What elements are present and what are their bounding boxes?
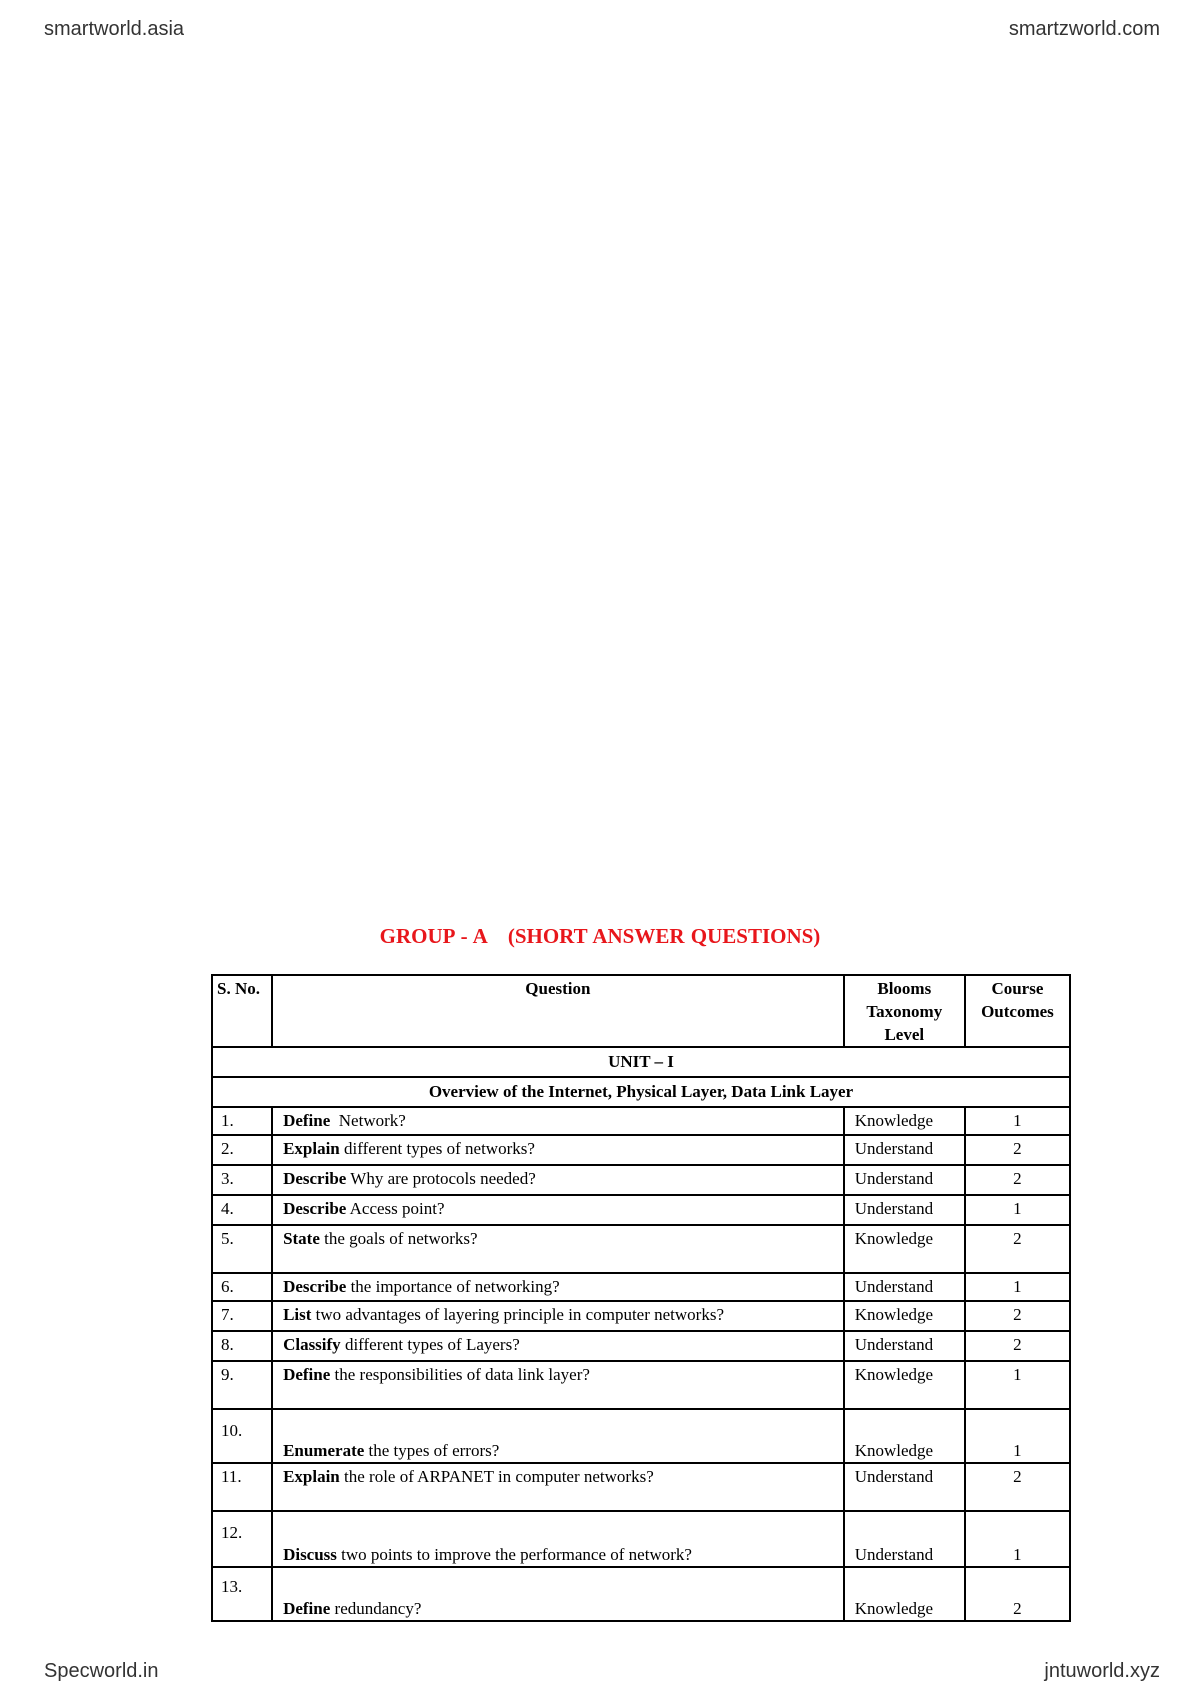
row-sno: 12.	[212, 1511, 272, 1567]
row-course-outcome: 1	[965, 1511, 1070, 1567]
row-sno: 11.	[212, 1463, 272, 1511]
table-row	[212, 1301, 1070, 1331]
header-blooms-line3: Level	[884, 1025, 925, 1044]
header-blooms	[844, 975, 965, 1047]
row-course-outcome: 2	[965, 1463, 1070, 1511]
header-blooms-line2: Taxonomy	[866, 1002, 943, 1021]
question-text: different types of Layers?	[340, 1335, 520, 1354]
header-co-line1: Course	[991, 979, 1044, 998]
table-row	[212, 1273, 1070, 1301]
table-row	[212, 1361, 1070, 1409]
row-question	[272, 1511, 844, 1567]
table-row	[212, 1225, 1070, 1273]
row-blooms-level: Understand	[844, 1273, 965, 1301]
row-blooms-level: Understand	[844, 1135, 965, 1165]
row-sno: 4.	[212, 1195, 272, 1225]
group-title-part1: GROUP - A	[379, 924, 488, 948]
row-blooms-level: Knowledge	[844, 1225, 965, 1273]
table-header-row	[212, 975, 1070, 1047]
question-verb: Define	[283, 1365, 331, 1384]
row-course-outcome: 1	[965, 1361, 1070, 1409]
header-blooms-line1: Blooms	[877, 979, 932, 998]
row-sno: 2.	[212, 1135, 272, 1165]
row-course-outcome: 1	[965, 1273, 1070, 1301]
question-verb: Classify	[283, 1335, 341, 1354]
row-sno: 6.	[212, 1273, 272, 1301]
question-verb: Explain	[283, 1467, 340, 1486]
question-verb: List	[283, 1305, 312, 1324]
question-text: the responsibilities of data link layer?	[330, 1365, 590, 1384]
row-question	[272, 1107, 844, 1135]
row-course-outcome: 2	[965, 1225, 1070, 1273]
header-question: Question	[272, 975, 844, 1047]
row-sno: 9.	[212, 1361, 272, 1409]
row-blooms-level: Understand	[844, 1165, 965, 1195]
row-course-outcome: 1	[965, 1107, 1070, 1135]
question-text: two points to improve the performance of network?	[336, 1545, 692, 1564]
row-course-outcome: 2	[965, 1301, 1070, 1331]
table-row	[212, 1409, 1070, 1463]
row-sno: 1.	[212, 1107, 272, 1135]
row-blooms-level: Knowledge	[844, 1567, 965, 1621]
question-text: two advantages of layering principle in computer networks?	[311, 1305, 724, 1324]
row-question	[272, 1361, 844, 1409]
table-row	[212, 1463, 1070, 1511]
unit-title: UNIT – I	[212, 1047, 1070, 1077]
header-sno: S. No.	[212, 975, 272, 1047]
question-verb: Describe	[283, 1277, 347, 1296]
row-course-outcome: 2	[965, 1331, 1070, 1361]
row-sno: 7.	[212, 1301, 272, 1331]
row-question	[272, 1331, 844, 1361]
row-blooms-level: Understand	[844, 1331, 965, 1361]
row-sno: 5.	[212, 1225, 272, 1273]
row-blooms-level: Understand	[844, 1195, 965, 1225]
header-course-outcomes	[965, 975, 1070, 1047]
row-question	[272, 1409, 844, 1463]
watermark-top-left: smartworld.asia	[44, 18, 185, 40]
row-question	[272, 1225, 844, 1273]
question-text: Why are protocols needed?	[346, 1169, 536, 1188]
row-course-outcome: 2	[965, 1567, 1070, 1621]
row-question	[272, 1301, 844, 1331]
question-verb: State	[283, 1229, 320, 1248]
unit-topic: Overview of the Internet, Physical Layer, Data Link Layer	[212, 1077, 1070, 1107]
row-question	[272, 1273, 844, 1301]
table-row	[212, 1567, 1070, 1621]
group-title	[0, 924, 1200, 949]
watermark-bottom-right: jntuworld.xyz	[1044, 1660, 1160, 1682]
watermark-top-right: smartzworld.com	[1008, 18, 1160, 40]
question-verb: Define	[283, 1111, 331, 1130]
row-question	[272, 1567, 844, 1621]
row-course-outcome: 1	[965, 1409, 1070, 1463]
question-verb: Define	[283, 1599, 331, 1618]
row-question	[272, 1463, 844, 1511]
group-title-part2: (SHORT ANSWER QUESTIONS)	[507, 924, 821, 948]
row-blooms-level: Understand	[844, 1511, 965, 1567]
row-course-outcome: 2	[965, 1165, 1070, 1195]
question-text: Network?	[330, 1111, 406, 1130]
questions-table	[211, 974, 1071, 1622]
question-verb: Discuss	[283, 1545, 337, 1564]
question-verb: Explain	[283, 1139, 340, 1158]
unit-row	[212, 1047, 1070, 1077]
row-question	[272, 1195, 844, 1225]
question-text: different types of networks?	[339, 1139, 535, 1158]
question-text: the goals of networks?	[319, 1229, 478, 1248]
row-question	[272, 1165, 844, 1195]
row-question	[272, 1135, 844, 1165]
question-text: redundancy?	[330, 1599, 422, 1618]
question-text: the types of errors?	[364, 1441, 500, 1460]
unit-topic-row	[212, 1077, 1070, 1107]
row-blooms-level: Knowledge	[844, 1301, 965, 1331]
row-course-outcome: 2	[965, 1135, 1070, 1165]
watermark-bottom-left: Specworld.in	[44, 1660, 159, 1682]
header-co-line2: Outcomes	[981, 1002, 1054, 1021]
question-verb: Enumerate	[283, 1441, 365, 1460]
question-verb: Describe	[283, 1169, 347, 1188]
row-sno: 10.	[212, 1409, 272, 1463]
row-blooms-level: Understand	[844, 1463, 965, 1511]
question-verb: Describe	[283, 1199, 347, 1218]
table-row	[212, 1107, 1070, 1135]
question-text: the importance of networking?	[346, 1277, 560, 1296]
row-blooms-level: Knowledge	[844, 1409, 965, 1463]
row-blooms-level: Knowledge	[844, 1361, 965, 1409]
row-sno: 13.	[212, 1567, 272, 1621]
table-row	[212, 1331, 1070, 1361]
table-row	[212, 1135, 1070, 1165]
row-sno: 3.	[212, 1165, 272, 1195]
row-blooms-level: Knowledge	[844, 1107, 965, 1135]
row-sno: 8.	[212, 1331, 272, 1361]
table-row	[212, 1511, 1070, 1567]
table-row	[212, 1165, 1070, 1195]
question-text: the role of ARPANET in computer networks?	[339, 1467, 654, 1486]
question-text: Access point?	[346, 1199, 445, 1218]
row-course-outcome: 1	[965, 1195, 1070, 1225]
table-row	[212, 1195, 1070, 1225]
